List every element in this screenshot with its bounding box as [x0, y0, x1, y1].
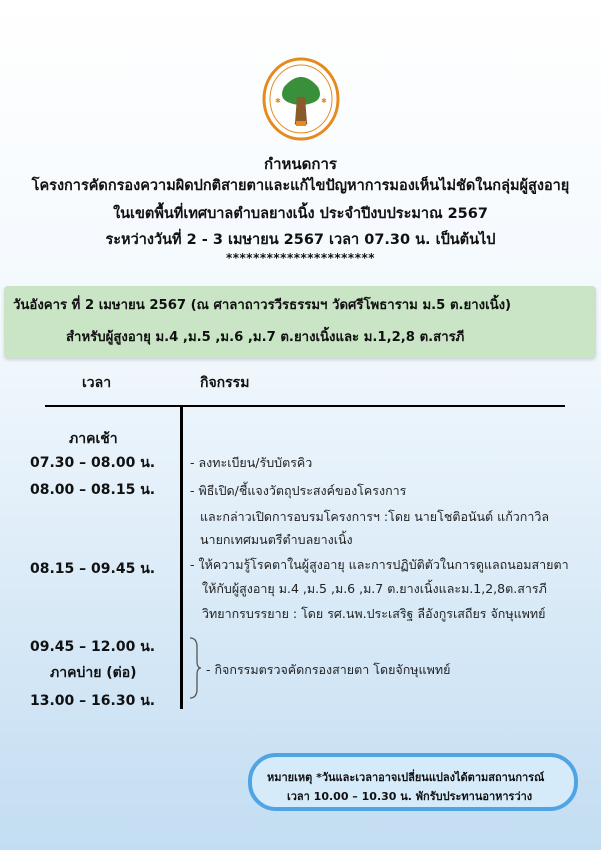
break-time-line: เวลา 10.00 – 10.30 น. พักรับประทานอาหารว่าง	[287, 790, 533, 803]
activity-item: นายกเทศมนตรีตำบลยางเนิ้ง	[200, 532, 353, 547]
remark-line: หมายเหตุ *วันและเวลาอาจเปลี่ยนแปลงได้ตามสถานการณ์	[267, 771, 545, 784]
page-title: กำหนดการ	[264, 155, 337, 173]
time-slot: 08.15 – 09.45 น.	[30, 561, 156, 577]
activity-item: ให้กับผู้สูงอายุ ม.4 ,ม.5 ,ม.6 ,ม.7 ต.ยางเนิ้งและม.1,2,8ต.สารภี	[202, 581, 547, 596]
venue-line: วันอังคาร ที่ 2 เมษายน 2567 (ณ ศาลาถาวรวีรธรรมฯ วัดศรีโพธาราม ม.5 ต.ยางเนิ้ง)	[13, 298, 512, 313]
activity-item: - ลงทะเบียน/รับบัตรคิว	[190, 455, 313, 470]
svg-text:✱: ✱	[321, 97, 327, 105]
activity-item: - กิจกรรมตรวจคัดกรองสายตา โดยจักษุแพทย์	[206, 662, 451, 677]
activity-item: - ให้ความรู้โรคตาในผู้สูงอายุ และการปฏิบัติตัวในการดูแลถนอมสายตา	[190, 557, 569, 572]
activity-item: วิทยากรบรรยาย : โดย รศ.นพ.ประเสริฐ ลีอังกูรเสถียร จักษุแพทย์	[202, 606, 546, 621]
activity-brace	[186, 637, 202, 699]
afternoon-label: ภาคบ่าย (ต่อ)	[50, 665, 137, 681]
municipality-logo	[262, 57, 340, 141]
divider-stars: **********************	[225, 251, 376, 265]
audience-line: สำหรับผู้สูงอายุ ม.4 ,ม.5 ,ม.6 ,ม.7 ต.ยางเนิ้งและ ม.1,2,8 ต.สารภี	[66, 330, 465, 345]
svg-text:✱: ✱	[275, 97, 281, 105]
time-slot: 09.45 – 12.00 น.	[30, 639, 156, 655]
project-area: ในเขตพื้นที่เทศบาลตำบลยางเนิ้ง ประจำปีงบประมาณ 2567	[113, 206, 488, 222]
table-column-divider	[180, 406, 183, 709]
activity-item: และกล่าวเปิดการอบรมโครงการฯ :โดย นายโชติอนันต์ แก้วกาวิล	[200, 509, 550, 524]
time-slot: 13.00 – 16.30 น.	[30, 693, 156, 709]
activity-item: - พิธีเปิด/ชี้แจงวัตถุประสงค์ของโครงการ	[190, 483, 407, 498]
remark-box	[248, 753, 578, 811]
project-dates: ระหว่างวันที่ 2 - 3 เมษายน 2567 เวลา 07.30 น. เป็นต้นไป	[105, 232, 496, 248]
column-header-time: เวลา	[82, 375, 112, 391]
column-header-activity: กิจกรรม	[200, 375, 250, 391]
venue-banner	[4, 286, 596, 358]
time-slot: 08.00 – 08.15 น.	[30, 482, 156, 498]
time-slot: 07.30 – 08.00 น.	[30, 455, 156, 471]
morning-label: ภาคเช้า	[69, 431, 118, 447]
project-title: โครงการคัดกรองความผิดปกติสายตาและแก้ไขปัญหาการมองเห็นไม่ชัดในกลุ่มผู้สูงอายุ	[31, 178, 570, 194]
table-header-rule	[45, 405, 565, 407]
